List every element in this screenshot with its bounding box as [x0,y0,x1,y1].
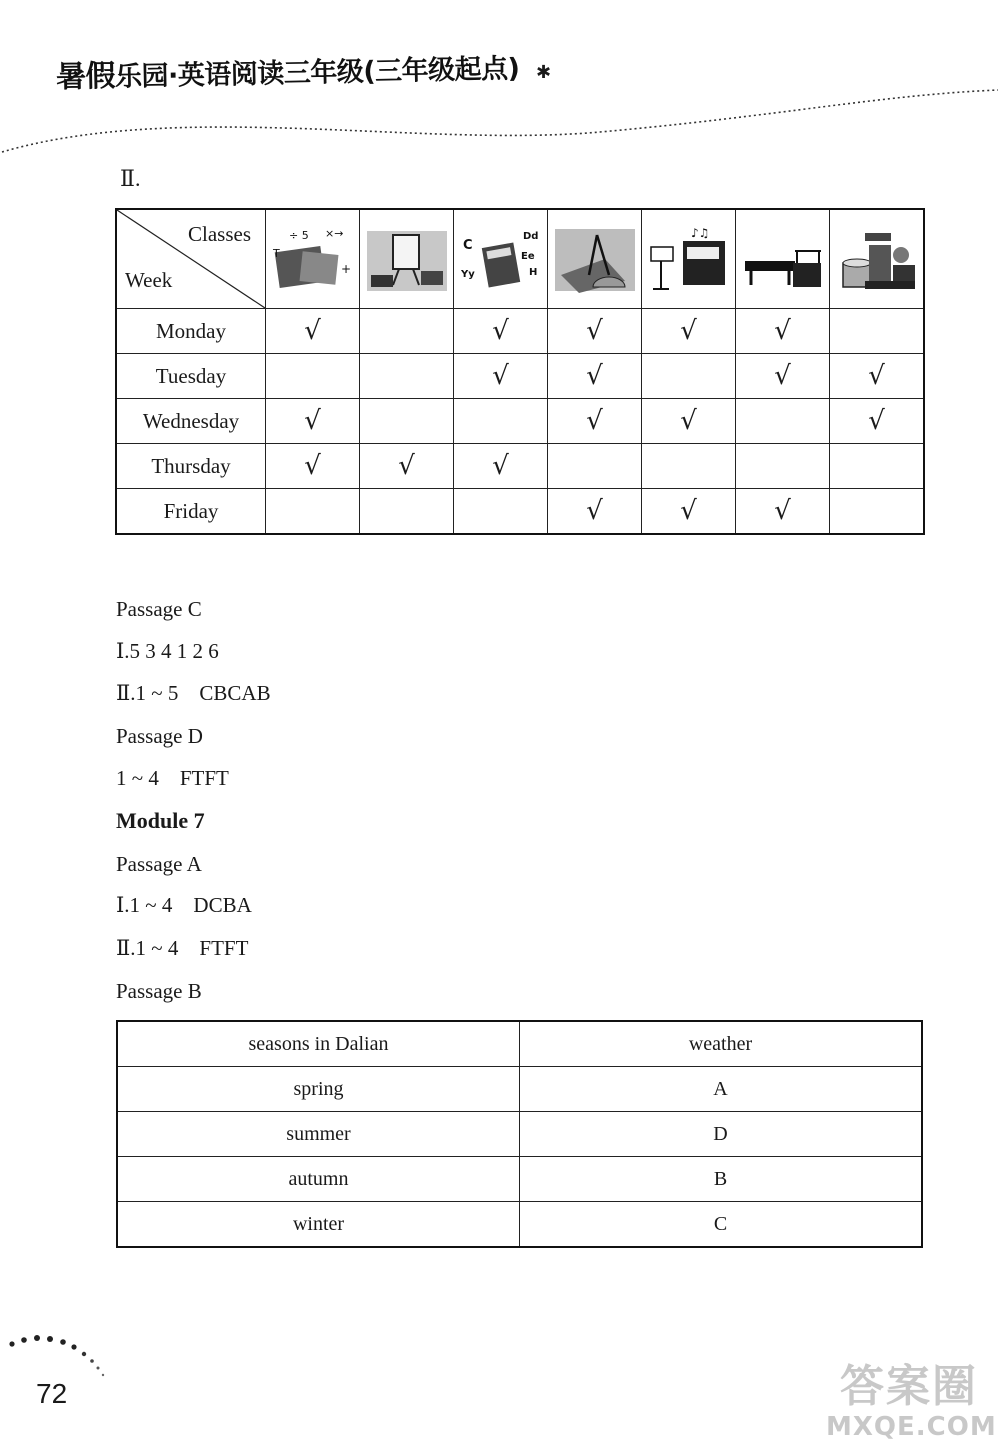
seasons-header-row [117,1021,922,1067]
check-mark: √ [680,496,697,526]
table-row [116,399,924,444]
svg-text:Dd: Dd [522,231,538,242]
check-mark: √ [586,361,603,391]
class-header-science [548,209,642,309]
schedule-cell [736,489,830,535]
svg-text:C: C [462,238,473,253]
chinese-class-icon [835,223,919,295]
check-mark: √ [304,316,321,346]
schedule-cell [266,489,360,535]
class-schedule-table [115,208,925,535]
day-label: Monday [116,309,266,354]
svg-text:×→: ×→ [324,227,343,240]
check-mark: √ [680,406,697,436]
schedule-cell [266,399,360,444]
schedule-cell [548,354,642,399]
day-label: Wednesday [116,399,266,444]
answer-d-part: 1 ~ 4 FTFT [116,766,229,790]
check-mark: √ [492,361,509,391]
check-mark: √ [868,361,885,391]
corner-classes-label: Classes [188,222,251,246]
schedule-cell [266,354,360,399]
class-header-english [454,209,548,309]
schedule-cell [360,309,454,354]
page-number: 72 [36,1378,68,1409]
answer-c-part-2: Ⅱ.1 ~ 5 CBCAB [116,681,271,705]
schedule-cell [360,399,454,444]
schedule-cell [548,399,642,444]
schedule-header-row [116,209,924,309]
check-mark: √ [586,406,603,436]
class-header-pe [736,209,830,309]
svg-text:÷ 5: ÷ 5 [288,229,309,242]
answer-c-part-1: Ⅰ.5 3 4 1 2 6 [116,639,219,663]
schedule-cell [736,399,830,444]
music-class-icon [647,223,731,295]
class-header-math [266,209,360,309]
schedule-cell [642,309,736,354]
schedule-cell [736,354,830,399]
science-class-icon [553,223,637,295]
module-heading: Module 7 [116,808,205,833]
schedule-cell [360,354,454,399]
season-cell: winter [117,1202,520,1248]
schedule-cell [454,444,548,489]
svg-text:♪♫: ♪♫ [690,226,709,240]
schedule-cell [830,399,925,444]
math-class-icon [271,223,355,295]
art-class-icon [365,223,449,295]
answer-a-part-2: Ⅱ.1 ~ 4 FTFT [116,936,249,960]
seasons-weather-table [116,1020,923,1248]
check-mark: √ [774,316,791,346]
check-mark: √ [586,496,603,526]
season-cell: spring [117,1067,520,1112]
check-mark: √ [774,496,791,526]
schedule-cell [454,309,548,354]
section-label: Ⅱ. [120,166,141,191]
weather-cell: D [520,1112,923,1157]
schedule-cell [642,489,736,535]
class-header-music [642,209,736,309]
check-mark: √ [868,406,885,436]
schedule-cell [548,489,642,535]
header-star-icon: ✱ [536,62,552,82]
answer-passage-d: Passage D [116,724,203,748]
schedule-cell [830,444,925,489]
weather-cell: C [520,1202,923,1248]
schedule-cell [736,309,830,354]
table-row [117,1067,922,1112]
schedule-cell [830,489,925,535]
schedule-cell [454,489,548,535]
check-mark: √ [774,361,791,391]
schedule-cell [830,354,925,399]
check-mark: √ [398,451,415,481]
table-row [116,489,924,535]
season-cell: autumn [117,1157,520,1202]
schedule-cell [642,444,736,489]
table-row [117,1157,922,1202]
pe-class-icon [741,223,825,295]
weather-cell: B [520,1157,923,1202]
answer-passage-c: Passage C [116,597,202,621]
check-mark: √ [304,451,321,481]
header-title: 暑假乐园·英语阅读三年级(三年级起点) [55,53,520,95]
schedule-cell [642,399,736,444]
day-label: Friday [116,489,266,535]
table-row [116,354,924,399]
check-mark: √ [586,316,603,346]
corner-cell [116,209,266,309]
watermark-logo-text: 答案圈 [840,1361,978,1412]
schedule-cell [830,309,925,354]
weather-cell: A [520,1067,923,1112]
answer-passage-b: Passage B [116,979,202,1003]
svg-text:T: T [272,247,280,260]
weather-header-cell: weather [520,1021,923,1067]
answer-a-part-1: Ⅰ.1 ~ 4 DCBA [116,893,252,917]
schedule-cell [454,399,548,444]
schedule-cell [360,489,454,535]
class-header-chinese [830,209,925,309]
corner-week-label: Week [125,268,173,292]
schedule-cell [360,444,454,489]
watermark [826,1361,997,1442]
table-row [116,309,924,354]
season-cell: summer [117,1112,520,1157]
watermark-url: MXQE.COM [826,1412,997,1442]
footer-dots-decoration [4,1330,114,1380]
english-class-icon [459,223,543,295]
schedule-cell [454,354,548,399]
schedule-cell [266,309,360,354]
svg-text:Yy: Yy [460,269,475,280]
svg-text:+: + [340,262,351,276]
seasons-header-cell: seasons in Dalian [117,1021,520,1067]
schedule-cell [266,444,360,489]
schedule-cell [548,309,642,354]
day-label: Tuesday [116,354,266,399]
check-mark: √ [492,451,509,481]
check-mark: √ [492,316,509,346]
table-row [117,1202,922,1248]
class-header-art [360,209,454,309]
svg-text:Ee: Ee [520,251,535,262]
table-row [117,1112,922,1157]
svg-text:H: H [528,267,537,278]
check-mark: √ [304,406,321,436]
schedule-cell [736,444,830,489]
answer-passage-a: Passage A [116,852,202,876]
check-mark: √ [680,316,697,346]
schedule-cell [548,444,642,489]
schedule-cell [642,354,736,399]
table-row [116,444,924,489]
day-label: Thursday [116,444,266,489]
